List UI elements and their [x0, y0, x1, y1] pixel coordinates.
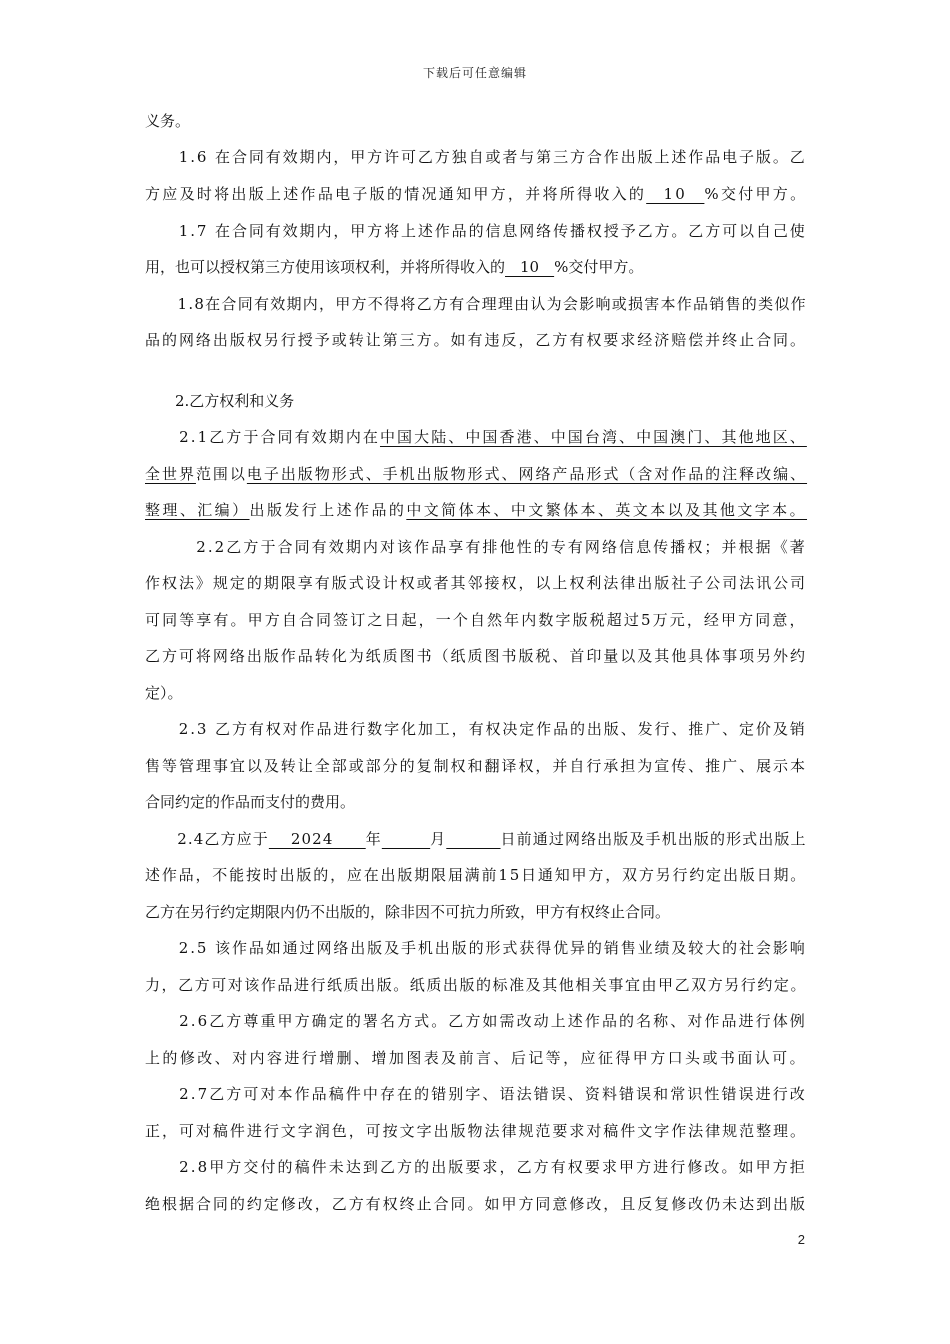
- text-segment: 2.5 该作品如通过网络出版及手机出版的形式获得优异的销售业绩及较大的社会影响: [145, 939, 807, 957]
- text-segment: 合同约定的作品而支付的费用。: [145, 793, 356, 811]
- text-segment: 方应及时将出版上述作品电子版的情况通知甲方，并将所得收入的: [145, 185, 647, 203]
- text-line: [145, 182, 807, 206]
- text-segment: 2.3 乙方有权对作品进行数字化加工，有权决定作品的出版、发行、推广、定价及销: [145, 720, 807, 738]
- text-line: [145, 389, 294, 413]
- text-line: [145, 292, 807, 316]
- text-segment: 可同等享有。甲方自合同签订之日起，一个自然年内数字版税超过5万元，经甲方同意，: [145, 611, 807, 629]
- text-line: [145, 535, 807, 559]
- text-line: [145, 608, 807, 632]
- text-segment: %交付甲方。: [704, 185, 808, 203]
- text-segment: 乙方在另行约定期限内仍不出版的，除非因不可抗力所致，甲方有权终止合同。: [145, 903, 671, 921]
- text-line: [145, 754, 807, 778]
- text-segment: %交付甲方。: [554, 258, 644, 276]
- text-segment: 绝根据合同的约定修改，乙方有权终止合同。如甲方同意修改，且反复修改仍未达到出版: [145, 1195, 808, 1213]
- text-line: [145, 863, 807, 887]
- underlined-text: 整理、汇编）: [145, 501, 250, 519]
- text-segment: 2.8甲方交付的稿件未达到乙方的出版要求，乙方有权要求甲方进行修改。如甲方拒: [145, 1158, 807, 1176]
- text-line: [145, 1192, 807, 1216]
- text-segment: 2.4乙方应于: [145, 830, 269, 848]
- text-line: [145, 219, 807, 243]
- text-line: [145, 900, 670, 924]
- text-segment: 作权法》规定的期限享有版式设计权或者其邻接权，以上权利法律出版社子公司法讯公司: [145, 574, 808, 592]
- text-segment: 2.7乙方可对本作品稿件中存在的错别字、语法错误、资料错误和常识性错误进行改: [145, 1085, 807, 1103]
- page-number: 2: [797, 1232, 805, 1247]
- text-segment: 定）。: [145, 684, 183, 702]
- text-segment: 2.6乙方尊重甲方确定的署名方式。乙方如需改动上述作品的名称、对作品进行体例: [145, 1012, 807, 1030]
- text-segment: 2.乙方权利和义务: [145, 392, 295, 410]
- text-segment: 范围以: [195, 465, 247, 483]
- text-line: [145, 1155, 807, 1179]
- text-segment: 日前通过网络出版及手机出版的形式出版上: [500, 830, 807, 848]
- underlined-text: 全世界: [145, 465, 196, 483]
- underlined-text: 2024: [268, 830, 366, 848]
- underlined-text: 10: [646, 185, 705, 203]
- text-line: [145, 462, 807, 486]
- text-segment: 1.8在合同有效期内，甲方不得将乙方有合理理由认为会影响或损害本作品销售的类似作: [145, 295, 807, 313]
- text-line: [145, 681, 183, 705]
- text-line: [145, 498, 807, 522]
- text-segment: 义务。: [145, 112, 191, 130]
- text-segment: 出版发行上述作品的: [249, 501, 407, 519]
- text-segment: 2.2乙方于合同有效期内对该作品享有排他性的专有网络信息传播权；并根据《著: [145, 538, 807, 556]
- text-segment: 正，可对稿件进行文字润色，可按文字出版物法律规范要求对稿件文字作法律规范整理。: [145, 1122, 808, 1140]
- page-header: 下载后可任意编辑: [422, 66, 527, 80]
- text-line: [145, 145, 807, 169]
- text-line: [145, 109, 190, 133]
- text-line: [145, 1046, 807, 1070]
- underlined-text: [382, 830, 430, 848]
- text-line: [145, 790, 355, 814]
- text-segment: 售等管理事宜以及转让全部或部分的复制权和翻译权，并自行承担为宣传、推广、展示本: [145, 757, 808, 775]
- text-segment: 2.1乙方于合同有效期内在: [145, 428, 380, 446]
- text-line: [145, 255, 643, 279]
- text-segment: 用，也可以授权第三方使用该项权利，并将所得收入的: [145, 258, 506, 276]
- text-segment: 力，乙方可对该作品进行纸质出版。纸质出版的标准及其他相关事宜由甲乙双方另行约定。: [145, 976, 808, 994]
- text-line: [145, 644, 807, 668]
- underlined-text: 电子出版物形式、手机出版物形式、网络产品形式（含对作品的注释改编、: [246, 465, 808, 483]
- text-segment: 月: [430, 830, 447, 848]
- text-line: [145, 328, 807, 352]
- text-line: [145, 717, 807, 741]
- underlined-text: 中文简体本、中文繁体本、英文本以及其他文字本。: [406, 501, 808, 519]
- text-line: [145, 827, 807, 851]
- text-line: [145, 973, 807, 997]
- underlined-text: 10: [505, 258, 555, 276]
- underlined-text: [446, 830, 500, 848]
- text-line: [145, 425, 807, 449]
- text-segment: 品的网络出版权另行授予或转让第三方。如有违反，乙方有权要求经济赔偿并终止合同。: [145, 331, 808, 349]
- text-segment: 年: [365, 830, 382, 848]
- text-line: [145, 1082, 807, 1106]
- text-segment: 乙方可将网络出版作品转化为纸质图书（纸质图书版税、首印量以及其他具体事项另外约: [145, 647, 808, 665]
- text-segment: 1.6 在合同有效期内，甲方许可乙方独自或者与第三方合作出版上述作品电子版。乙: [145, 148, 807, 166]
- text-line: [145, 1119, 807, 1143]
- text-segment: 述作品，不能按时出版的，应在出版期限届满前15日通知甲方，双方另行约定出版日期。: [145, 866, 808, 884]
- text-segment: 1.7 在合同有效期内，甲方将上述作品的信息网络传播权授予乙方。乙方可以自己使: [145, 222, 807, 240]
- underlined-text: 中国大陆、中国香港、中国台湾、中国澳门、其他地区、: [379, 428, 807, 446]
- text-segment: 上的修改、对内容进行增删、增加图表及前言、后记等，应征得甲方口头或书面认可。: [145, 1049, 808, 1067]
- text-line: [145, 571, 807, 595]
- text-line: [145, 1009, 807, 1033]
- text-line: [145, 936, 807, 960]
